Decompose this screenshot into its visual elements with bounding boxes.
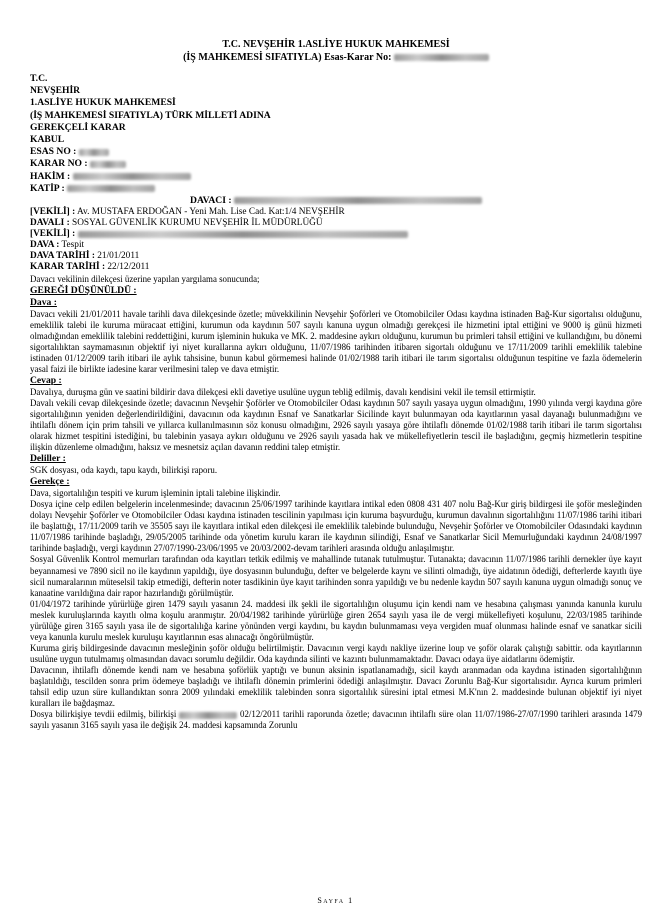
redacted-hakim [73, 173, 191, 180]
katip-row [30, 183, 642, 195]
dava-label: DAVA : [30, 240, 60, 251]
redacted-katip [67, 185, 155, 192]
esas-no-label: ESAS NO : [30, 146, 77, 158]
dava-tarihi-row [30, 251, 642, 262]
cevap-text-2: Davalı vekili cevap dilekçesinde özetle; davacının Nevşehir Şoförler ve Otomobilciler Odası kaydının 507 sayılı yasaya uygun olmadığını, 1990 yılında vergi kaydına göre sigortalılığının yeniden değerlendirildiğini, davacının oda kaydının Esnaf ve Sanatkarlar Sicilinde kayıt bulunmayan oda kayıtlarının yasal dayanağı bulunmadığını ve ihtilaflı dönem için prim tahsili ve yıllarca kullanılmasının söz konusu olmadığını, 2926 sayılı yasaya göre ihtilaflı dönemde 01/02/1988 tarih itibari ile tarım sigortalısı olarak hizmet tespitini istediğini, bu talebinin yasaya aykırı olduğunu ve 2926 sayılı yasada hak ve mükellefiyetlerin tescil ile başladığını, geçmiş hizmetlerin tespitine ilişkin düzenleme olmadığını, haksız ve mesnetsiz açılan davanın reddini talep etmiştir. [30, 397, 642, 453]
intro-court: 1.ASLİYE HUKUK MAHKEMESİ [30, 97, 176, 109]
deliller-text: SGK dosyası, oda kaydı, tapu kaydı, bilirkişi raporu. [30, 465, 218, 476]
gerekce-section-title: Gerekçe : [30, 476, 70, 488]
intro-tc: T.C. [30, 73, 48, 84]
vekil1-label: [VEKİLİ] : [30, 207, 76, 218]
vekil1-row [30, 207, 642, 218]
gerekce-text-3: Sosyal Güvenlik Kontrol memurları tarafından oda kayıtları tetkik edilmiş ve mahallinde tutanak tutulmuştur. Tutanakta; davacının 11/07/1986 tarihli dernekler üye kayıt beyannamesi ve 7890 sicil no ile kaydının yapıldığı, üye dosyasının bulunduğu, defter ve belgelerde kaynı ve silinti olmadığı, üye aidatının ödediği, defterlerde kayıtlı üye sicil numaralarının müteselsil takip etmediği, defterin noter tasdikinin üye kayıt tarihinden sonra yapıldığı ve bu nedenle kaydın 507 sayılı kanuna uygun olmadığı sonuç ve kanaatine varıldığına dair rapor hazırlandığı görülmüştür. [30, 554, 642, 598]
dava-row [30, 240, 642, 251]
vekil2-label: [VEKİLİ] : [30, 229, 76, 240]
hakim-label: HAKİM : [30, 170, 71, 182]
davaci-label: DAVACI : [190, 195, 232, 207]
hakim-row [30, 171, 642, 183]
davali-label: DAVALI : [30, 218, 70, 229]
redacted-davaci [234, 197, 482, 204]
case-number-title-label: (İŞ MAHKEMESİ SIFATIYLA) Esas-Karar No: [183, 52, 392, 63]
court-title: T.C. NEVŞEHİR 1.ASLİYE HUKUK MAHKEMESİ [222, 39, 450, 50]
intro-city: NEVŞEHİR [30, 85, 81, 97]
dava-tarihi-value: 21/01/2011 [97, 251, 140, 262]
redacted-esas-no [79, 149, 109, 156]
document-page [30, 38, 642, 731]
dava-tarihi-label: DAVA TARİHİ : [30, 251, 95, 262]
vekil2-row [30, 229, 642, 240]
gerekce-text-6: Davacının, ihtilaflı dönemde kendi nam ve hesabına şoförlük yaptığı ve bunun aksinin ispatlanamadığı, sicil kaydı aranmadan oda kaydına istinaden sigortalılığının başlatıldığı, tescilden sonra prim ödemeye başladığı ve ihtilaflı dönemin primlerini ödediği anlaşılmıştır. Davacı Zorunlu Bağ-Kur sigortalısıdır. Ayrıca kurum primleri tahsil edip uzun süre kullandıktan sonra 2009 yılındaki emeklilik talebinden sonra sigortalılık süresini iptal etmesi M.K'nın 2. maddesinde bulunan objektif iyi niyet kuralları ile bağdaşmaz. [30, 664, 642, 709]
davali-row [30, 218, 642, 229]
redacted-case-number [394, 54, 489, 61]
davali-value: SOSYAL GÜVENLİK KURUMU NEVŞEHİR İL MÜDÜRLÜĞÜ [72, 218, 323, 229]
vekil1-value: Av. MUSTAFA ERDOĞAN - Yeni Mah. Lise Cad. Kat:1/4 NEVŞEHİR [77, 207, 345, 218]
davaci-row [30, 195, 642, 207]
gerekce-text-5: Kuruma giriş bildirgesinde davacının mesleğinin şoför olduğu belirtilmiştir. Davacının vergi kaydı nakliye üzerine loup ve şoför olarak çalıştığı sabittir. oda kayıtlarının usulüne uygun tutulmamış olmasından davacı sorumlu değildir. Oda kaydında silinti ve kazıntı bulunmamaktadır. Davacı odaya üye aidatlarını ödemiştir. [30, 642, 642, 664]
karar-tarihi-label: KARAR TARİHİ : [30, 262, 106, 273]
dava-value: Tespit [61, 240, 85, 251]
page-footer: Sayfa 1 [317, 896, 354, 905]
gerekce-text-4: 01/04/1972 tarihinde yürürlüğe giren 1479 sayılı yasanın 24. maddesi ilk şekli ile sigortalılığın oluşumu için kendi nam ve hesabına çalışması yanında kanunla kurulu meslek kuruluşlarında kayıtlı olma koşulu aranmıştır. 20/04/1982 tarihinde yürürlüğe giren 2654 sayılı yasa ile de vergi mükellefiyeti koşulunu, 22/03/1985 tarihinde yürülüğe giren 3165 sayılı yasa ile de sigortalılığa karine yönünden vergi kaydını, bu kaydın bulunmaması veya vergiden muaf olunması halinde esnaf ve sanatkar sicili veya kanunla kurulu meslek kuruluşu kayıtlarının esas alınacağı öngörülmüştür. [30, 598, 642, 642]
redacted-vekil2 [78, 231, 408, 238]
gerekce-text-7-end: 02/12/2011 tarihli raporunda özetle; davacının ihtilaflı süre olan 11/07/1986-27/07/1990 tarihleri arasında 1479 sayılı yasanın 3165 sayılı yasa ile değişik 24. maddesi kapsamında Zorunlu [30, 709, 643, 731]
redacted-karar-no [90, 161, 126, 168]
case-number-title [30, 51, 642, 64]
karar-no-label: KARAR NO : [30, 158, 88, 170]
gerekce-text-7 [30, 709, 642, 731]
karar-tarihi-row [30, 262, 642, 273]
katip-label: KATİP : [30, 182, 65, 194]
gerekce-text-1: Dava, sigortalılığın tespiti ve kurum işleminin iptali talebine ilişkindir. [30, 488, 281, 499]
gerekce-text-7-start: Dosya bilirkişiye tevdii edilmiş, bilirkişi [30, 709, 177, 720]
dava-section-title: Dava : [30, 296, 57, 308]
intro-decision-type: GEREKÇELİ KARAR [30, 121, 126, 133]
redacted-expert-name [179, 712, 237, 719]
intro-nation: (İŞ MAHKEMESİ SIFATIYLA) TÜRK MİLLETİ ADINA [30, 109, 271, 121]
cevap-section-title: Cevap : [30, 374, 62, 386]
karar-tarihi-value: 22/12/2011 [107, 262, 150, 273]
gerekce-heading: GEREĞİ DÜŞÜNÜLDÜ : [30, 284, 137, 296]
intro-result: KABUL [30, 134, 65, 146]
esas-no-row [30, 146, 642, 158]
dava-section-text: Davacı vekili 21/01/2011 havale tarihli dava dilekçesinde özetle; müvekkilinin Nevşehir Şoförleri ve Otomobilciler Odası kaydına istinaden Bağ-Kur sigortalısı olduğunu, emeklilik talebi ile kuruma müracaat ettiğini, kurumun oda kaydının 507 sayılı kanuna uygun olmadığı gerekçesi ile hizmetini iptal ettiğini ve 9000 iş günü hizmeti olmadığından emeklilik talebini reddettiğini, kurum işleminin hukuka ve MK. 2. maddesine aykırı olduğunu, kurumun bu primleri tahsil ettiğini ve kullandığını, bu dönemi sigortalılıktan saymamasının objektif iyi niyet kurallarına aykırı olduğunu, 11/07/1986 tarihinden itibaren sigortalı olduğunu ve 17/11/2009 tarihli emeklilik talebine istinaden 01/12/2009 tarih itibari ile aylık tahsisine, bunun kabul görmemesi halinde 01/02/1988 tarih itibari ile tarım sigortalısı olduğunun tespitine ve fazla ödemelerin yasal faizi ile birlikte iadesine karar verilmesini talep ve dava etmiştir. [30, 308, 642, 374]
opening-line: Davacı vekilinin dilekçesi üzerine yapılan yargılama sonucunda; [30, 273, 260, 284]
karar-no-row [30, 158, 642, 170]
deliller-section-title: Deliller : [30, 453, 66, 465]
gerekce-text-2: Dosya içine celp edilen belgelerin incelenmesinde; davacının 25/06/1997 tarihinde kayıtlara intikal eden 0808 431 407 nolu Bağ-Kur giriş bildirgesi ile şoför mesleğinden dolayı Nevşehir Şoförler ve Otomobilciler Odası kaydına istinaden tescilinin yapılması için kuruma başvurduğu, kurumun davalının sigortalılığını 11/07/1986 tarihi itibari ile başlattığı, 17/11/2009 tarih ve 35505 sayı ile kayıtlara intikal eden dilekçesi ile emeklilik talebinde bulunduğu, Nevşehir Şoförler ve Otomobilciler Odasındaki kaydının 11/07/1986 tarihinde başladığı, 29/05/2005 tarihinde oda yönetim kurulu kararı ile kaydının silindiği, Esnaf ve Sanatkarlar Sicil Memurluğundaki kaydının 24/08/1997 tarihinde başladığı, vergi kaydının 27/07/1990-23/06/1995 ve 20/03/2002-devam tarihleri arasında olduğu anlaşılmıştır. [30, 499, 642, 554]
cevap-text-1: Davalıya, duruşma gün ve saatini bildirir dava dilekçesi ekli davetiye usulüne uygun tebliğ edilmiş, davalı kendisini vekil ile temsil ettirmiştir. [30, 386, 536, 397]
